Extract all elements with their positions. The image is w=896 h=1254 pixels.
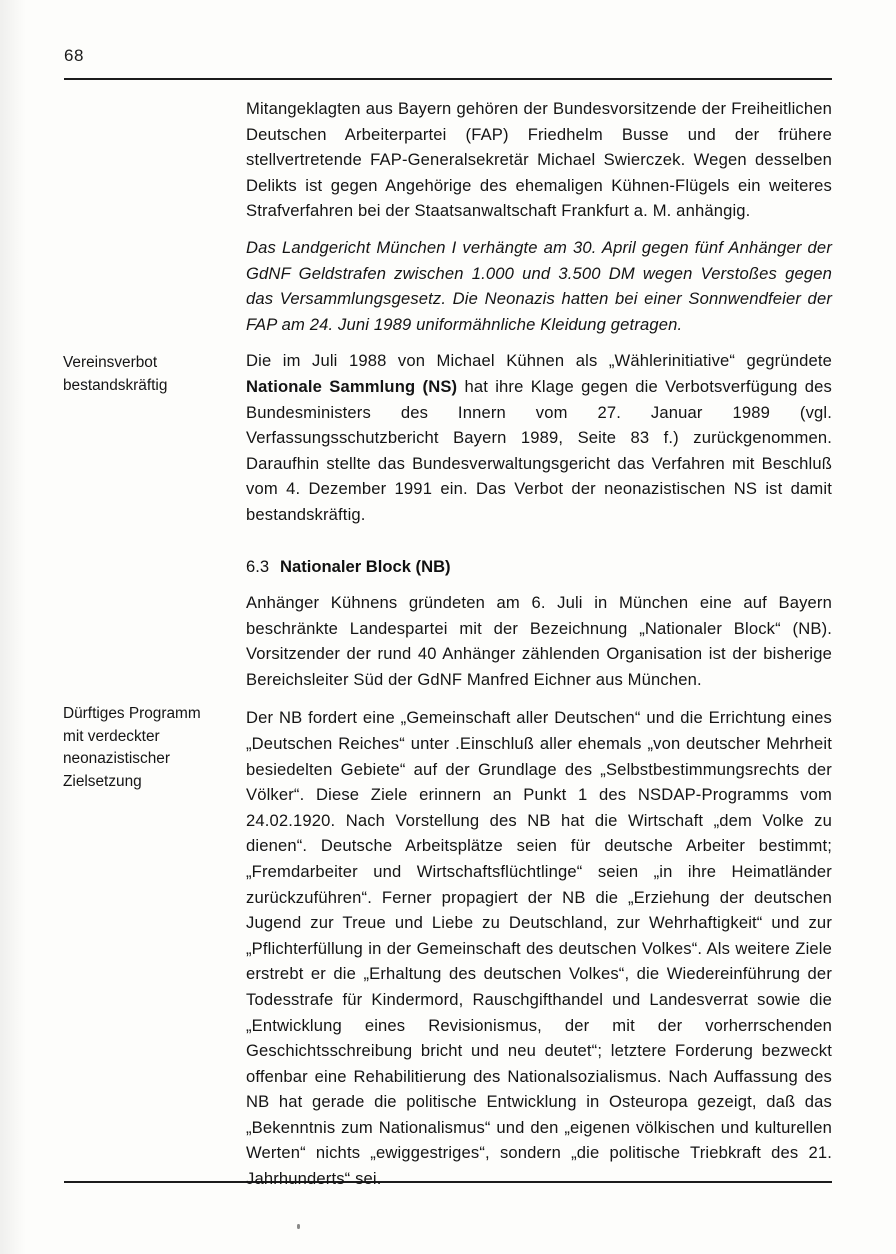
page-number: 68	[64, 46, 84, 65]
section-number: 6.3	[246, 557, 270, 576]
margin-note-line: bestandskräftig	[63, 376, 168, 394]
paragraph-anhaenger-kuehnens: Anhänger Kühnens gründeten am 6. Juli in München eine auf Bayern beschränkte Landespartei mit der Bezeichnung „Nationaler Block“ (NB). Vorsitzender der rund 40 Anhänger zählenden Organisation ist der bisherige Bereichsleiter Süd der GdNF Manfred Eichner aus München.	[246, 593, 832, 689]
body-text-column-lower	[246, 590, 832, 1192]
margin-note-line: mit verdeckter	[63, 727, 160, 745]
organization-name-nationale-sammlung: Nationale Sammlung (NS)	[246, 376, 458, 396]
paragraph-text-part: Die im Juli 1988 von Michael Kühnen als „Wählerinitiative“ gegründete	[246, 351, 832, 371]
margin-note-line: neonazistischer	[63, 750, 170, 767]
margin-note-line: Zielsetzung	[63, 772, 142, 790]
section-title: Nationaler Block (NB)	[280, 557, 451, 576]
paragraph-nationale-sammlung	[246, 348, 832, 527]
paragraph-text-part: hat ihre Klage gegen die Verbotsverfügung des Bundesministers des Innern vom 27. Januar 1989 (vgl. Verfassungsschutzbericht Bayern 1989, Seite 83 f.) zurückgenommen. Daraufhin stellte das Bundesverwaltungsgericht das Verfahren mit Beschluß vom 4. Dezember 1991 ein. Das Verbot der neonazistischen NS ist damit bestandskräftig.	[246, 376, 832, 524]
body-text-column	[246, 96, 832, 528]
section-heading-nationaler-block	[246, 555, 832, 579]
header-rule	[64, 78, 832, 80]
paragraph-landgericht-muenchen: Das Landgericht München I verhängte am 30. April gegen fünf Anhänger der GdNF Geldstrafen zwischen 1.000 und 3.500 DM wegen Verstoßes gegen das Versammlungsgesetz. Die Neonazis hatten bei einer Sonnwendfeier der FAP am 24. Juni 1989 uniformähnliche Kleidung getragen.	[246, 237, 832, 334]
paragraph-nb-programm: Der NB fordert eine „Gemeinschaft aller Deutschen“ und die Errichtung eines „Deutschen Reiches“ unter .Einschluß aller ehemals „von deutscher Mehrheit besiedelten Gebiete“ auf der Grundlage des „Selbstbestimmungsrechts der Völker“. Diese Ziele erinnern an Punkt 1 des NSDAP-Programms vom 24.02.1920. Nach Vorstellung des NB hat die Wirtschaft „dem Volke zu dienen“. Deutsche Arbeitsplätze seien für deutsche Arbeiter bestimmt; „Fremdarbeiter und Wirtschaftsflüchtlinge“ seien „in ihre Heimatländer zurückzuführen“. Ferner propagiert der NB die „Erziehung der deutschen Jugend zur Treue und Liebe zu Deutschland, zur Wehrhaftigkeit“ und zur „Pflichterfüllung in der Gemeinschaft des deutschen Volkes“. Als weitere Ziele erstrebt er die „Erhaltung des deutschen Volkes“, die Wiedereinführung der Todesstrafe für Kindermord, Rauschgifthandel und Landesverrat sowie die „Entwicklung eines Revisionismus, der mit der vorherrschenden Geschichtsschreibung bricht und neu deutet“; letztere Forderung bezweckt offenbar eine Rehabilitierung des Nationalsozialismus. Nach Auffassung des NB hat gerade die politische Entwicklung in Osteuropa gezeigt, daß das „Bekenntnis zum Nationalismus“ und den „eigenen völkischen und kulturellen Werten“ nichts „ewiggestriges“, sondern „die politische Triebkraft des 21. Jahrhunderts“ sei.	[246, 708, 832, 1189]
scan-edge-shadow	[0, 0, 26, 1254]
margin-note-vereinsverbot	[63, 352, 235, 397]
scan-artifact-speck	[297, 1224, 300, 1229]
margin-note-duerftiges-programm	[63, 703, 235, 793]
margin-note-line: Vereinsverbot	[63, 354, 158, 371]
paragraph-mitangeklagten: Mitangeklagten aus Bayern gehören der Bundesvorsitzende der Freiheitlichen Deutschen Arbeiterpartei (FAP) Friedhelm Busse und der frühere stellvertretende FAP-Generalsekretär Michael Swierczek. Wegen desselben Delikts ist gegen Angehörige des ehemaligen Kühnen-Flügels ein weiteres Strafverfahren bei der Staatsanwaltschaft Frankfurt a. M. anhängig.	[246, 99, 832, 221]
margin-note-line: Dürftiges Programm	[63, 705, 201, 722]
